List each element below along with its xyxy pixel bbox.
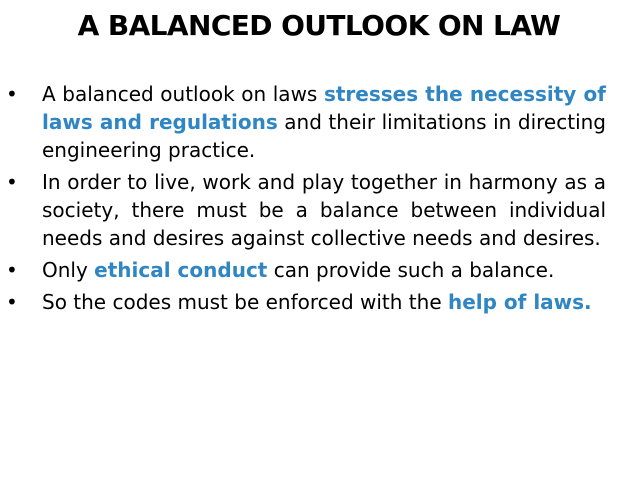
bullet-text: So the codes must be enforced with the xyxy=(42,290,448,314)
bullet-list xyxy=(6,80,606,320)
highlight-text: help of laws. xyxy=(447,290,592,314)
bullet-icon: • xyxy=(6,82,18,106)
slide-title: A BALANCED OUTLOOK ON LAW xyxy=(77,9,561,42)
highlight-text: stresses the necessity of laws and regulations xyxy=(42,82,606,134)
bullet-text: and their limitations in directing engineering practice. xyxy=(42,110,606,162)
bullet-item-ethical-conduct xyxy=(6,256,606,284)
bullet-icon: • xyxy=(6,258,18,282)
bullet-icon: • xyxy=(6,170,18,194)
bullet-text: A balanced outlook on laws xyxy=(42,82,324,106)
bullet-item-balanced-outlook xyxy=(6,80,606,164)
highlight-text: ethical conduct xyxy=(94,258,268,282)
bullet-text: can provide such a balance. xyxy=(267,258,555,282)
bullet-item-enforced-codes xyxy=(6,288,606,316)
bullet-text: In order to live, work and play together in harmony as a society, there must be a balance between individual needs and desires against collective needs and desires. xyxy=(42,170,606,250)
bullet-text: Only xyxy=(42,258,95,282)
bullet-icon: • xyxy=(6,290,18,314)
bullet-item-harmony xyxy=(6,168,606,252)
